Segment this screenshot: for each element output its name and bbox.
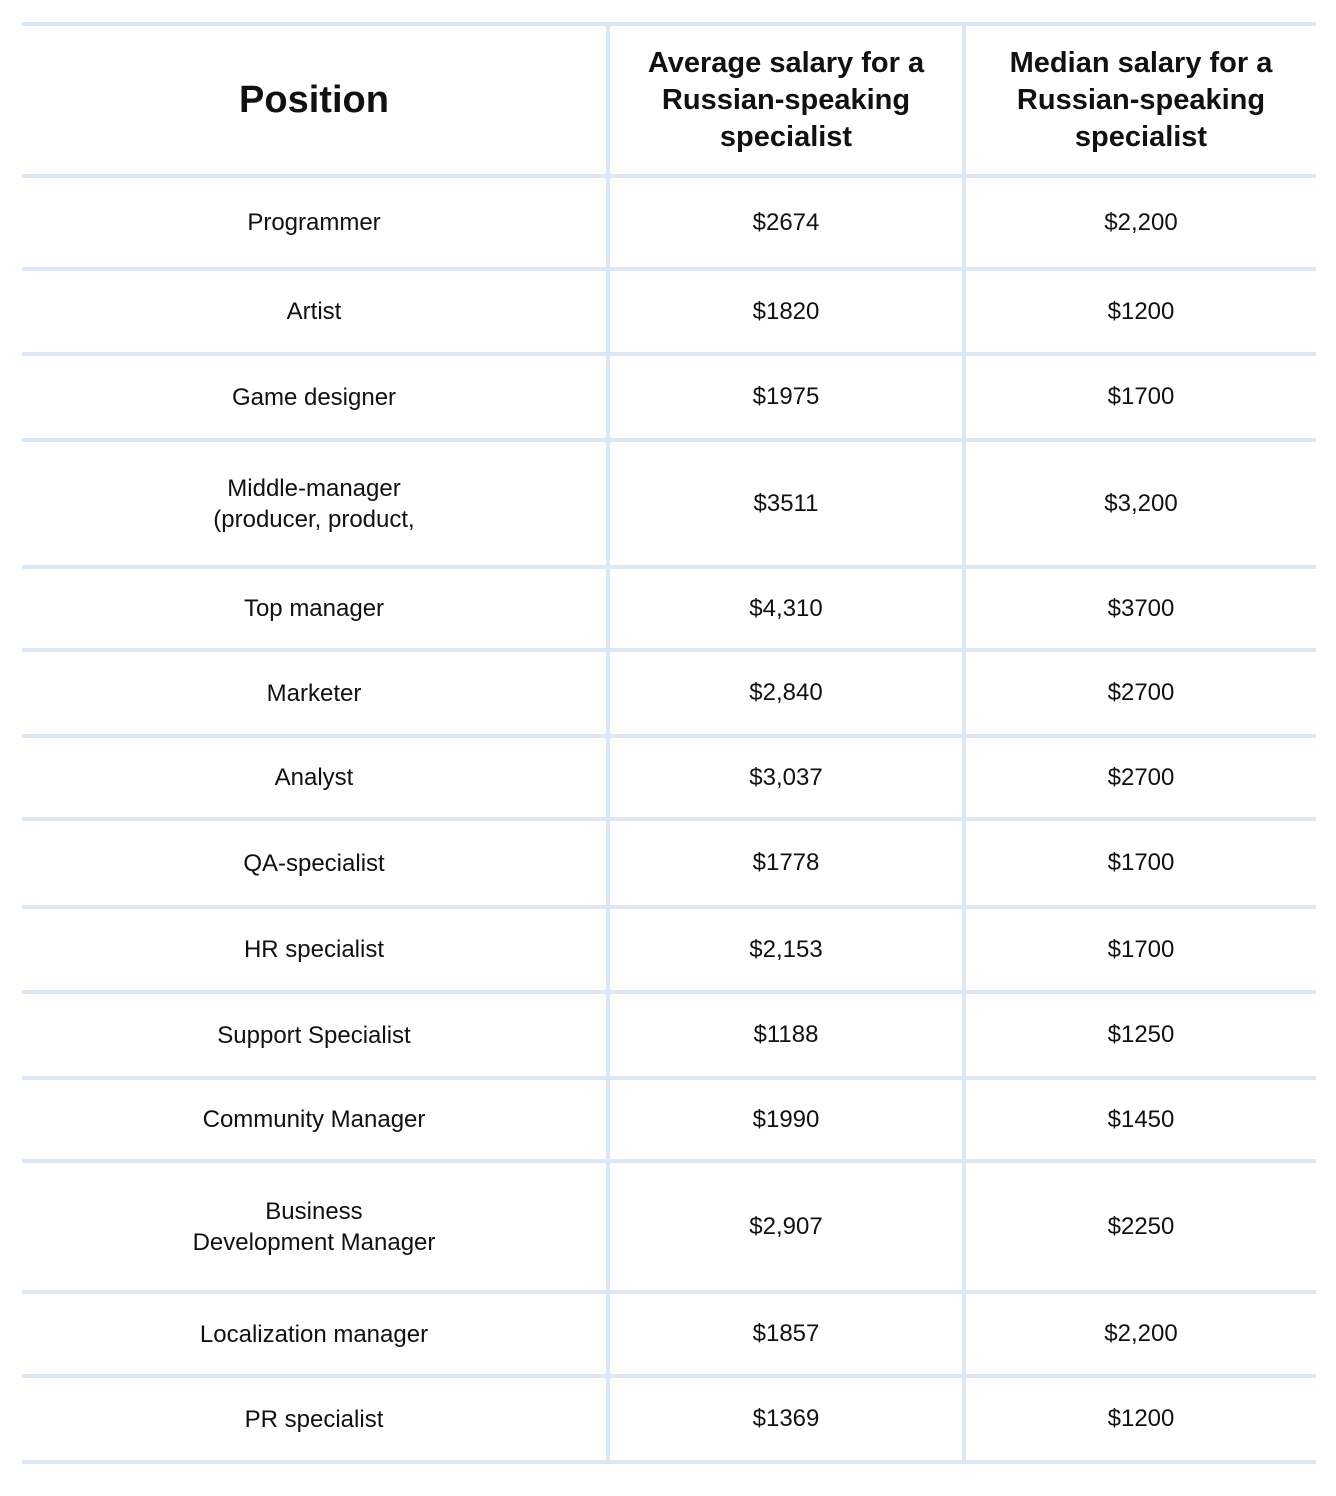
average-salary-cell: $4,310 <box>749 594 823 622</box>
median-salary-cell: $2700 <box>1107 763 1175 791</box>
position-cell: Game designer <box>231 383 397 411</box>
position-cell: Localization manager <box>199 1320 429 1348</box>
average-salary-cell: $1990 <box>752 1105 820 1133</box>
position-cell: HR specialist <box>243 936 385 963</box>
median-salary-cell: $2,200 <box>1104 1320 1178 1347</box>
median-salary-cell: $2250 <box>1107 1212 1175 1240</box>
average-salary-cell: $1975 <box>752 383 820 410</box>
header-average-salary: Average salary for a Russian-speaking specialist <box>647 46 925 153</box>
average-salary-cell: $2,907 <box>749 1212 823 1240</box>
median-salary-cell: $1700 <box>1107 383 1175 410</box>
position-cell: Business Development Manager <box>192 1197 436 1256</box>
median-salary-cell: $3,200 <box>1104 489 1178 517</box>
position-cell: PR specialist <box>244 1405 384 1433</box>
position-cell: Programmer <box>247 209 381 236</box>
median-salary-cell: $1700 <box>1107 849 1175 876</box>
median-salary-cell: $1200 <box>1107 297 1175 325</box>
average-salary-cell: $1188 <box>753 1021 819 1048</box>
average-salary-cell: $1857 <box>752 1320 820 1347</box>
average-salary-cell: $2,153 <box>749 935 823 963</box>
median-salary-cell: $1200 <box>1107 1405 1175 1432</box>
position-cell: Community Manager <box>202 1106 426 1133</box>
row-divider <box>22 1460 1316 1464</box>
average-salary-cell: $2,840 <box>749 679 823 706</box>
position-cell: QA-specialist <box>243 849 385 877</box>
position-cell: Analyst <box>274 764 354 791</box>
row-divider <box>22 22 1316 26</box>
average-salary-cell: $3511 <box>753 489 819 517</box>
median-salary-cell: $1700 <box>1107 935 1175 963</box>
header-position: Position <box>239 78 389 121</box>
average-salary-cell: $1820 <box>752 297 820 325</box>
average-salary-cell: $2674 <box>752 208 820 236</box>
average-salary-cell: $1778 <box>752 849 820 876</box>
median-salary-cell: $1250 <box>1107 1021 1175 1048</box>
position-cell: Middle-manager (producer, product, <box>213 474 415 533</box>
median-salary-cell: $3700 <box>1107 594 1175 622</box>
average-salary-cell: $1369 <box>752 1405 820 1432</box>
median-salary-cell: $1450 <box>1107 1105 1175 1133</box>
header-median-salary: Median salary for a Russian-speaking specialist <box>1009 46 1273 153</box>
position-cell: Marketer <box>266 679 362 707</box>
average-salary-cell: $3,037 <box>749 763 823 791</box>
median-salary-cell: $2700 <box>1107 679 1175 706</box>
position-cell: Artist <box>286 298 342 325</box>
position-cell: Top manager <box>243 595 385 622</box>
position-cell: Support Specialist <box>217 1021 411 1049</box>
median-salary-cell: $2,200 <box>1104 208 1178 236</box>
